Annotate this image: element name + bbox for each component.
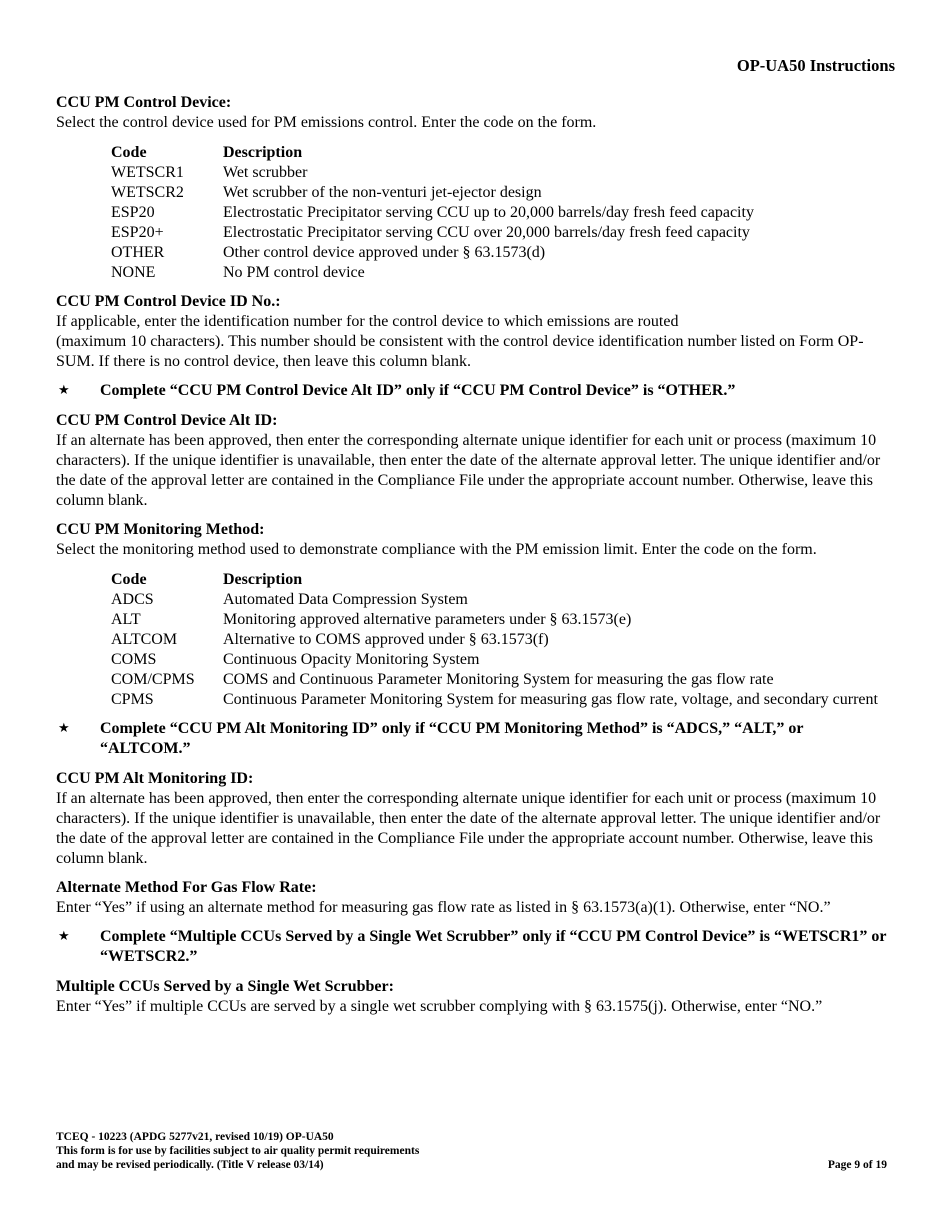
section-text: If an alternate has been approved, then enter the corresponding alternate unique identifier for each unit or process (maximum 10 characters). If the unique identifier is unavailable, then enter the date of the alternate approval letter. The unique identifier and/or the date of the approval letter are contained in the Compliance File under the appropriate account number. Otherwise, leave this column blank. — [56, 790, 881, 867]
section-heading: CCU PM Monitoring Method: — [56, 521, 265, 538]
code-cell: COMS — [111, 651, 157, 668]
table-row — [111, 650, 891, 670]
table-row — [111, 223, 891, 243]
table-row — [111, 670, 891, 690]
code-cell: ESP20 — [111, 204, 155, 221]
description-cell: COMS and Continuous Parameter Monitoring System for measuring the gas flow rate — [223, 671, 774, 688]
footer-line: and may be revised periodically. (Title V release 03/14) — [56, 1159, 324, 1171]
page-footer — [56, 1130, 887, 1172]
section-gas-flow-rate — [56, 878, 891, 918]
description-cell: Monitoring approved alternative parameters under § 63.1573(e) — [223, 611, 632, 628]
description-cell: Wet scrubber of the non-venturi jet-ejector design — [223, 184, 542, 201]
instruction-note — [56, 927, 891, 967]
code-cell: CPMS — [111, 691, 154, 708]
description-cell: Continuous Opacity Monitoring System — [223, 651, 480, 668]
table-row — [111, 243, 891, 263]
star-icon: ★ — [58, 383, 70, 398]
section-multiple-ccus — [56, 977, 891, 1017]
code-cell: WETSCR2 — [111, 184, 184, 201]
section-text: Enter “Yes” if using an alternate method for measuring gas flow rate as listed in § 63.1573(a)(1). Otherwise, enter “NO.” — [56, 899, 831, 916]
description-cell: Other control device approved under § 63.1573(d) — [223, 244, 546, 261]
note-text: Complete “CCU PM Alt Monitoring ID” only if “CCU PM Monitoring Method” is “ADCS,” “ALT,” or “ALTCOM.” — [100, 720, 804, 757]
footer-line: TCEQ - 10223 (APDG 5277v21, revised 10/19) OP-UA50 — [56, 1131, 334, 1143]
code-cell: OTHER — [111, 244, 165, 261]
note-text: Complete “CCU PM Control Device Alt ID” only if “CCU PM Control Device” is “OTHER.” — [100, 382, 736, 399]
section-text: If an alternate has been approved, then enter the corresponding alternate unique identifier for each unit or process (maximum 10 characters). If the unique identifier is unavailable, then enter the date of the alternate approval letter. The unique identifier and/or the date of the approval letter are contained in the Compliance File under the appropriate account number. Otherwise, leave this column blank. — [56, 432, 881, 509]
instruction-note — [56, 719, 891, 759]
description-cell: No PM control device — [223, 264, 365, 281]
section-text: Enter “Yes” if multiple CCUs are served by a single wet scrubber complying with § 63.1575(j). Otherwise, enter “NO.” — [56, 998, 823, 1015]
section-text-line1: If applicable, enter the identification number for the control device to which emissions are routed — [56, 313, 679, 330]
document-body — [56, 93, 891, 1026]
control-device-code-table — [111, 143, 891, 283]
instruction-note — [56, 381, 891, 401]
description-cell: Electrostatic Precipitator serving CCU over 20,000 barrels/day fresh feed capacity — [223, 224, 750, 241]
code-cell: ALTCOM — [111, 631, 178, 648]
table-row — [111, 163, 891, 183]
page-header-title: OP-UA50 Instructions — [736, 56, 895, 75]
table-row — [111, 610, 891, 630]
section-control-device-id — [56, 292, 891, 372]
description-cell: Electrostatic Precipitator serving CCU up to 20,000 barrels/day fresh feed capacity — [223, 204, 754, 221]
note-text: Complete “Multiple CCUs Served by a Single Wet Scrubber” only if “CCU PM Control Device” is “WETSCR1” or “WETSCR2.” — [100, 928, 887, 965]
code-cell: WETSCR1 — [111, 164, 184, 181]
table-header-row — [111, 143, 891, 163]
table-header-row — [111, 570, 891, 590]
table-row — [111, 203, 891, 223]
section-control-device — [56, 93, 891, 283]
section-heading: CCU PM Control Device ID No.: — [56, 293, 281, 310]
description-cell: Alternative to COMS approved under § 63.1573(f) — [223, 631, 549, 648]
footer-form-info — [56, 1130, 419, 1172]
star-icon: ★ — [58, 721, 70, 736]
code-cell: COM/CPMS — [111, 671, 195, 688]
column-header-description: Description — [223, 144, 303, 161]
table-row — [111, 590, 891, 610]
section-monitoring-method — [56, 520, 891, 710]
section-heading: CCU PM Alt Monitoring ID: — [56, 770, 254, 787]
section-heading: Multiple CCUs Served by a Single Wet Scrubber: — [56, 978, 394, 995]
section-alt-monitoring-id — [56, 769, 891, 869]
section-text: Select the control device used for PM emissions control. Enter the code on the form. — [56, 114, 597, 131]
section-text-line2: (maximum 10 characters). This number should be consistent with the control device identification number listed on Form OP-SUM. If there is no control device, then leave this column blank. — [56, 333, 864, 370]
footer-line: This form is for use by facilities subject to air quality permit requirements — [56, 1145, 420, 1157]
section-heading: Alternate Method For Gas Flow Rate: — [56, 879, 317, 896]
column-header-description: Description — [223, 571, 303, 588]
description-cell: Automated Data Compression System — [223, 591, 468, 608]
code-cell: ALT — [111, 611, 141, 628]
column-header-code: Code — [111, 144, 147, 161]
page-number: Page 9 of 19 — [827, 1159, 887, 1171]
table-row — [111, 263, 891, 283]
column-header-code: Code — [111, 571, 147, 588]
description-cell: Wet scrubber — [223, 164, 308, 181]
star-icon: ★ — [58, 929, 70, 944]
description-cell: Continuous Parameter Monitoring System for measuring gas flow rate, voltage, and secondary current — [223, 691, 878, 708]
code-cell: ESP20+ — [111, 224, 164, 241]
section-control-device-alt-id — [56, 411, 891, 511]
table-row — [111, 183, 891, 203]
section-heading: CCU PM Control Device Alt ID: — [56, 412, 278, 429]
table-row — [111, 690, 891, 710]
code-cell: NONE — [111, 264, 156, 281]
table-row — [111, 630, 891, 650]
code-cell: ADCS — [111, 591, 154, 608]
monitoring-method-code-table — [111, 570, 891, 710]
section-heading: CCU PM Control Device: — [56, 94, 232, 111]
section-text: Select the monitoring method used to demonstrate compliance with the PM emission limit. Enter the code on the form. — [56, 541, 817, 558]
